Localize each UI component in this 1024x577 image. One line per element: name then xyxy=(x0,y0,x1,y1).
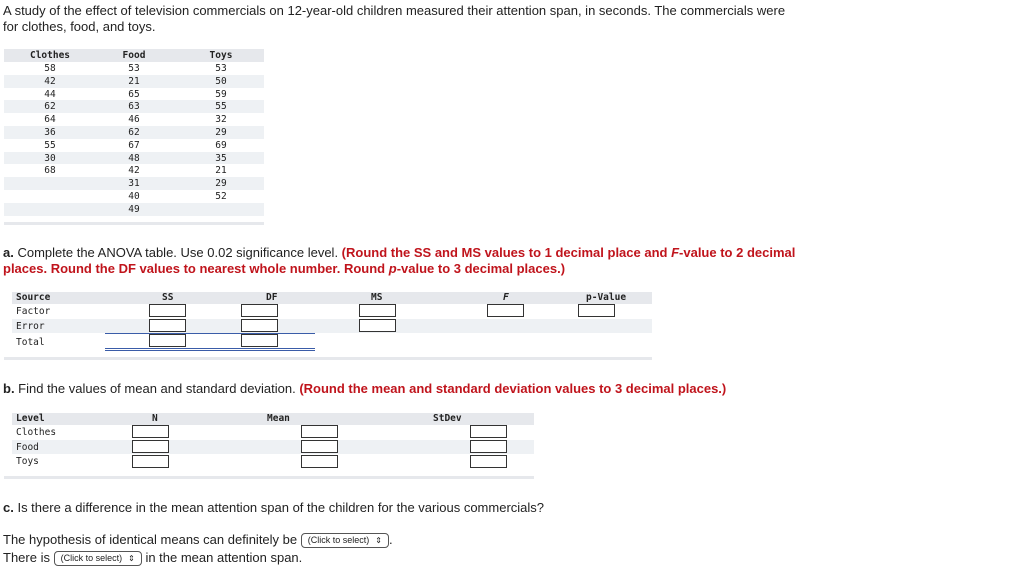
clothes-cell: 64 xyxy=(44,114,56,126)
factor-ms-input[interactable] xyxy=(359,304,396,317)
factor-ss-input[interactable] xyxy=(149,304,186,317)
toys-cell: 52 xyxy=(215,190,227,202)
clothes-cell: 30 xyxy=(44,152,56,164)
food-n-input[interactable] xyxy=(132,440,169,453)
hypothesis-text: The hypothesis of identical means can definitely be xyxy=(3,532,298,547)
summary-bottom-rule xyxy=(4,476,534,479)
clothes-cell: 42 xyxy=(44,75,56,87)
chevron-updown-icon: ⇕ xyxy=(128,554,135,563)
header-clothes: Clothes xyxy=(29,50,71,61)
part-a-instruction-2: -value to 2 decimal places. Round the DF values to nearest whole number. Round xyxy=(3,245,796,276)
total-df-input[interactable] xyxy=(241,334,278,347)
anova-header-source: Source xyxy=(16,292,51,303)
table-row xyxy=(4,152,264,165)
hypothesis-select-label: (Click to select) xyxy=(307,535,370,545)
data-table-bottom-rule xyxy=(4,222,264,225)
toys-mean-input[interactable] xyxy=(301,455,338,468)
data-table-header xyxy=(4,49,264,62)
toys-cell: 35 xyxy=(215,152,227,164)
summary-row-food: Food xyxy=(16,442,39,453)
table-row xyxy=(4,113,264,126)
anova-header-ss: SS xyxy=(162,292,174,303)
table-row xyxy=(4,203,264,216)
part-a-instruction-1: (Round the SS and MS values to 1 decimal place and xyxy=(341,245,672,260)
difference-text-post: in the mean attention span. xyxy=(145,550,303,565)
data-table xyxy=(4,49,264,225)
table-row xyxy=(4,177,264,190)
part-a-instruction-p: p xyxy=(388,261,397,276)
clothes-cell: 62 xyxy=(44,101,56,113)
chevron-updown-icon: ⇕ xyxy=(375,536,382,545)
part-a-question xyxy=(3,245,813,277)
food-cell: 53 xyxy=(128,63,140,74)
summary-header-n: N xyxy=(152,413,158,424)
summary-header-mean: Mean xyxy=(267,413,290,424)
part-c-prefix: c. xyxy=(3,500,14,515)
difference-sentence xyxy=(3,550,903,566)
part-b-prefix: b. xyxy=(3,381,15,396)
table-row xyxy=(4,88,264,101)
summary-row-clothes: Clothes xyxy=(16,427,57,438)
part-b-instruction: (Round the mean and standard deviation values to 3 decimal places.) xyxy=(299,381,727,396)
food-cell: 31 xyxy=(128,178,140,190)
problem-intro: A study of the effect of television commercials on 12-year-old children measured their attention span, in seconds. The commercials were for clothes, food, and toys. xyxy=(3,3,786,34)
summary-header-level: Level xyxy=(16,413,45,424)
anova-total-rule-2 xyxy=(105,350,315,351)
error-ms-input[interactable] xyxy=(359,319,396,332)
factor-df-input[interactable] xyxy=(241,304,278,317)
part-a-instruction-f: F xyxy=(671,245,680,260)
difference-text-pre: There is xyxy=(3,550,50,565)
food-cell: 40 xyxy=(128,190,140,202)
anova-row-error-bg xyxy=(12,319,652,333)
table-row xyxy=(4,164,264,177)
toys-n-input[interactable] xyxy=(132,455,169,468)
table-row xyxy=(4,190,264,203)
food-cell: 21 xyxy=(128,75,140,87)
toys-cell: 55 xyxy=(215,101,227,113)
toys-cell: 53 xyxy=(215,63,227,74)
food-cell: 67 xyxy=(128,139,140,151)
food-cell: 46 xyxy=(128,114,140,126)
anova-row-factor: Factor xyxy=(16,306,51,317)
summary-header-stdev: StDev xyxy=(433,413,462,424)
table-row xyxy=(4,75,264,88)
anova-bottom-rule xyxy=(4,357,652,360)
part-a-instruction-3: -value to 3 decimal places.) xyxy=(396,261,566,276)
food-cell: 62 xyxy=(128,126,140,138)
hypothesis-select[interactable] xyxy=(301,533,389,548)
toys-cell: 69 xyxy=(215,139,227,151)
food-cell: 63 xyxy=(128,101,140,113)
toys-cell: 29 xyxy=(215,178,227,190)
factor-pvalue-input[interactable] xyxy=(578,304,615,317)
clothes-cell: 36 xyxy=(44,126,56,138)
clothes-n-input[interactable] xyxy=(132,425,169,438)
food-cell: 42 xyxy=(128,165,140,177)
table-row xyxy=(4,100,264,113)
clothes-stdev-input[interactable] xyxy=(470,425,507,438)
anova-header xyxy=(12,292,652,304)
anova-header-df: DF xyxy=(266,292,278,303)
food-stdev-input[interactable] xyxy=(470,440,507,453)
hypothesis-sentence xyxy=(3,532,903,548)
part-c-text: Is there a difference in the mean attention span of the children for the various commercials? xyxy=(13,500,545,515)
part-c-question xyxy=(3,500,903,516)
summary-row-food-bg xyxy=(12,440,534,454)
clothes-cell: 44 xyxy=(44,88,56,100)
food-cell: 49 xyxy=(128,203,140,215)
anova-total-rule-1 xyxy=(105,348,315,349)
table-row xyxy=(4,126,264,139)
summary-row-toys: Toys xyxy=(16,456,39,467)
clothes-cell: 68 xyxy=(44,165,56,177)
toys-stdev-input[interactable] xyxy=(470,455,507,468)
hypothesis-period: . xyxy=(388,532,393,547)
total-ss-input[interactable] xyxy=(149,334,186,347)
clothes-cell: 55 xyxy=(44,139,56,151)
table-row xyxy=(4,62,264,75)
toys-cell: 50 xyxy=(215,75,227,87)
food-mean-input[interactable] xyxy=(301,440,338,453)
toys-cell: 21 xyxy=(215,165,227,177)
part-b-question xyxy=(3,381,903,397)
table-row xyxy=(4,139,264,152)
anova-header-pvalue: p-Value xyxy=(586,292,627,303)
error-df-input[interactable] xyxy=(241,319,278,332)
part-b-text: Find the values of mean and standard deviation. xyxy=(14,381,300,396)
food-cell: 65 xyxy=(128,88,140,100)
anova-sum-rule xyxy=(105,333,315,334)
anova-row-error: Error xyxy=(16,321,45,332)
difference-select-label: (Click to select) xyxy=(60,553,123,563)
header-toys: Toys xyxy=(209,50,233,61)
toys-cell: 32 xyxy=(215,114,227,126)
toys-cell: 59 xyxy=(215,88,227,100)
anova-header-ms: MS xyxy=(371,292,383,303)
factor-f-input[interactable] xyxy=(487,304,524,317)
anova-row-total: Total xyxy=(16,337,45,348)
clothes-cell: 58 xyxy=(44,63,56,74)
toys-cell: 29 xyxy=(215,126,227,138)
header-food: Food xyxy=(122,50,146,61)
part-a-text: Complete the ANOVA table. Use 0.02 significance level. xyxy=(13,245,342,260)
part-a-prefix: a. xyxy=(3,245,14,260)
summary-header xyxy=(12,413,534,425)
difference-select[interactable] xyxy=(54,551,142,566)
anova-header-f: F xyxy=(503,292,509,303)
clothes-mean-input[interactable] xyxy=(301,425,338,438)
error-ss-input[interactable] xyxy=(149,319,186,332)
food-cell: 48 xyxy=(128,152,140,164)
